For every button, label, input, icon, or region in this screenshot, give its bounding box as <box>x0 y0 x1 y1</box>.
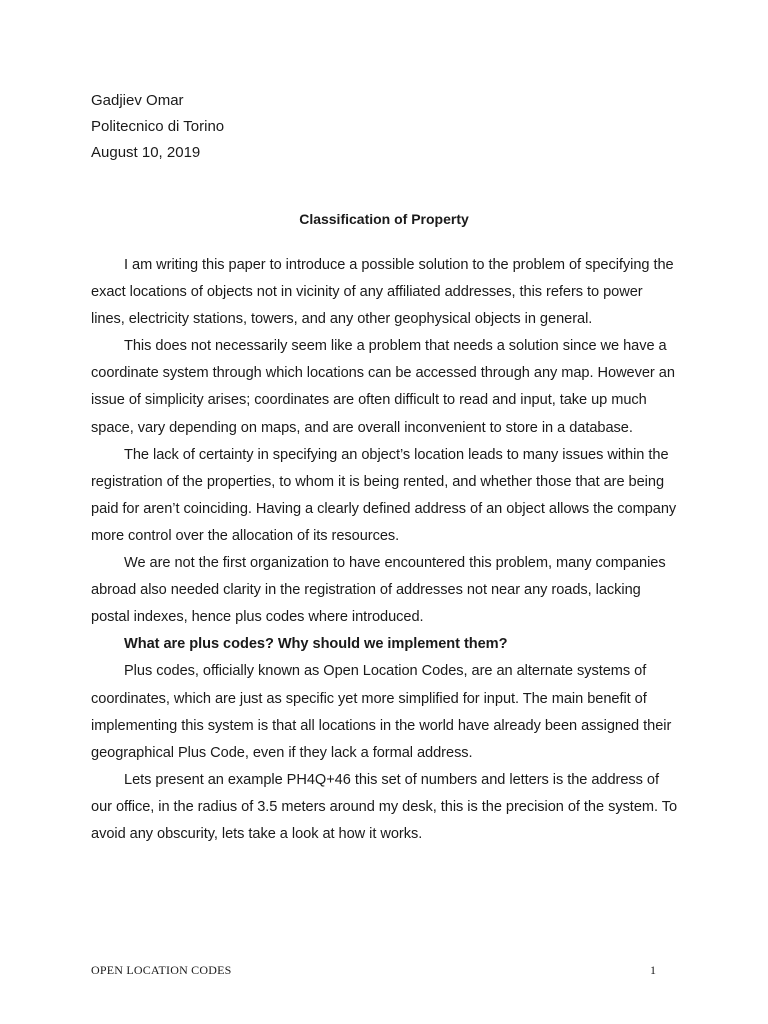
author-header <box>91 88 224 166</box>
paragraph-plus-codes: Plus codes, officially known as Open Location Codes, are an alternate systems of coordinates, which are just as specific yet more simplified for input. The main benefit of implementing this system is that all locations in the world have already been assigned their geographical Plus Code, even if they lack a formal address. <box>91 663 672 761</box>
paragraph-coordinates: This does not necessarily seem like a problem that needs a solution since we have a coordinate system through which locations can be accessed through any map. However an issue of simplicity arises; coordinates are often difficult to read and input, take up much space, vary depending on maps, and are overall inconvenient to store in a database. <box>91 338 675 436</box>
document-title: Classification of Property <box>299 211 469 227</box>
author-name: Gadjiev Omar <box>91 92 184 109</box>
paragraph-other-organizations: We are not the first organization to have encountered this problem, many companies abroad also needed clarity in the registration of addresses not near any roads, lacking postal indexes, hence plus codes where introduced. <box>91 555 666 626</box>
document-date: August 10, 2019 <box>91 144 201 161</box>
section-subheading: What are plus codes? Why should we implement them? <box>124 636 508 653</box>
running-head: OPEN LOCATION CODES <box>91 963 232 977</box>
paragraph-example: Lets present an example PH4Q+46 this set of numbers and letters is the address of our office, in the radius of 3.5 meters around my desk, this is the precision of the system. To avoid any obscurity, lets take a look at how it works. <box>91 771 678 842</box>
document-body <box>91 252 679 848</box>
page-number: 1 <box>650 963 656 977</box>
paragraph-intro: I am writing this paper to introduce a possible solution to the problem of specifying the exact locations of objects not in vicinity of any affiliated addresses, this refers to power lines, electricity stations, towers, and any other geophysical objects in general. <box>91 257 674 328</box>
paragraph-uncertainty: The lack of certainty in specifying an object’s location leads to many issues within the registration of the properties, to whom it is being rented, and whether those that are being paid for aren’t coinciding. Having a clearly defined address of an object allows the company more control over the allocation of its resources. <box>91 446 677 544</box>
institution-name: Politecnico di Torino <box>91 118 225 135</box>
